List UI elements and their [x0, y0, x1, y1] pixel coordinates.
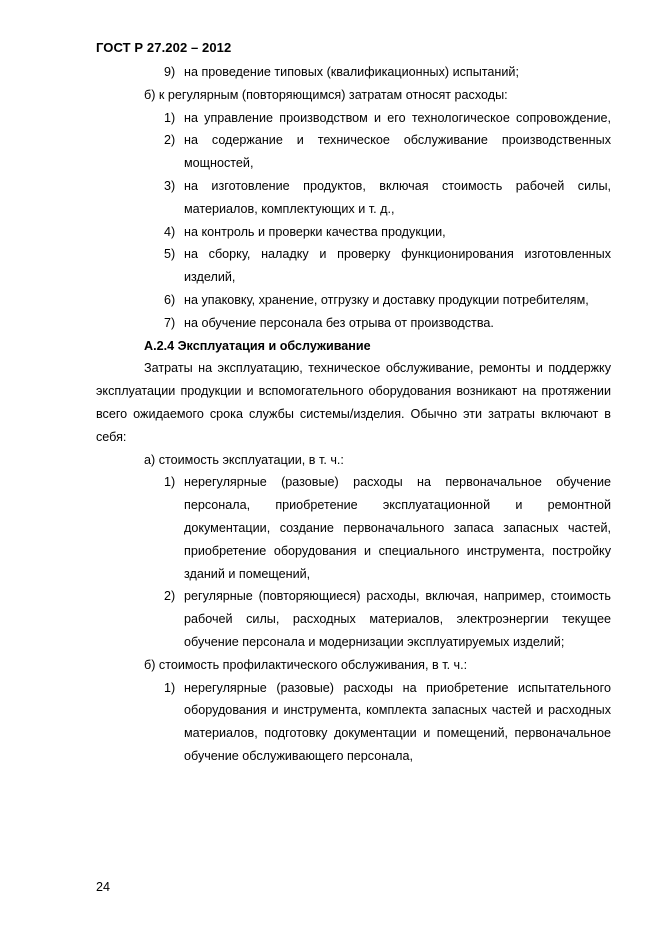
section-paragraph: Затраты на эксплуатацию, техническое обслуживание, ремонты и поддержку эксплуатации продукции и вспомогательного оборудования возникают на протяжении всего ожидаемого срока службы системы/изделия. Обычно эти затраты включают в себя:	[96, 361, 611, 444]
list-item-text: на контроль и проверки качества продукции,	[184, 224, 446, 239]
list-item-number: 2)	[164, 133, 176, 148]
list-item	[96, 175, 611, 221]
list-item-text: на сборку, наладку и проверку функционирования изготовленных изделий,	[184, 247, 611, 285]
list-item-text: на обучение персонала без отрыва от производства.	[184, 315, 494, 330]
list-item-9	[96, 61, 611, 84]
list-item-text: на упаковку, хранение, отгрузку и доставку продукции потребителям,	[184, 292, 589, 307]
list-item	[96, 107, 611, 130]
list-item-number: 2)	[164, 589, 176, 604]
list-intro-b: б) к регулярным (повторяющимся) затратам относят расходы:	[144, 87, 508, 102]
document-header: ГОСТ Р 27.202 – 2012	[96, 40, 232, 55]
list-item-number: 5)	[164, 247, 176, 262]
list-item-number: 3)	[164, 178, 176, 193]
list-item	[96, 129, 611, 175]
list-item-text: на управление производством и его технологическое сопровождение,	[184, 110, 611, 125]
section-title: А.2.4 Эксплуатация и обслуживание	[144, 338, 371, 353]
list-item-text: нерегулярные (разовые) расходы на первоначальное обучение персонала, приобретение эксплуатационной и ремонтной документации, создание первоначального запаса запасных частей, приобретение оборудования и специального инструмента, постройку зданий и помещений,	[184, 475, 611, 581]
list-intro-b2: б) стоимость профилактического обслуживания, в т. ч.:	[144, 657, 468, 672]
page-number: 24	[96, 880, 111, 894]
list-item-number: 1)	[164, 680, 176, 695]
list-item	[96, 677, 611, 768]
document-body	[96, 61, 611, 768]
list-item-text: нерегулярные (разовые) расходы на приобретение испытательного оборудования и инструмента, комплекта запасных частей и расходных материалов, подготовку документации и помещений, первоначальное обучение обслуживающего персонала,	[184, 680, 611, 763]
list-item-number: 1)	[164, 475, 176, 490]
list-item	[96, 243, 611, 289]
list-item-text: на проведение типовых (квалификационных) испытаний;	[184, 65, 519, 79]
list-item	[96, 312, 611, 335]
list-item	[96, 289, 611, 312]
list-item-number: 6)	[164, 292, 176, 307]
list-item-text: на содержание и техническое обслуживание производственных мощностей,	[184, 133, 611, 171]
list-item-text: на изготовление продуктов, включая стоимость рабочей силы, материалов, комплектующих и т. д.,	[184, 178, 611, 216]
list-item	[96, 585, 611, 653]
list-item-number: 1)	[164, 110, 176, 125]
list-item	[96, 471, 611, 585]
list-item-text: регулярные (повторяющиеся) расходы, включая, например, стоимость рабочей силы, расходных материалов, электроэнергии текущее обучение персонала и модернизации эксплуатируемых изделий;	[184, 589, 611, 649]
list-item-number: 7)	[164, 315, 176, 330]
list-item-number: 9)	[164, 65, 176, 79]
list-item	[96, 221, 611, 244]
list-intro-a: а) стоимость эксплуатации, в т. ч.:	[144, 452, 344, 467]
list-item-number: 4)	[164, 224, 176, 239]
